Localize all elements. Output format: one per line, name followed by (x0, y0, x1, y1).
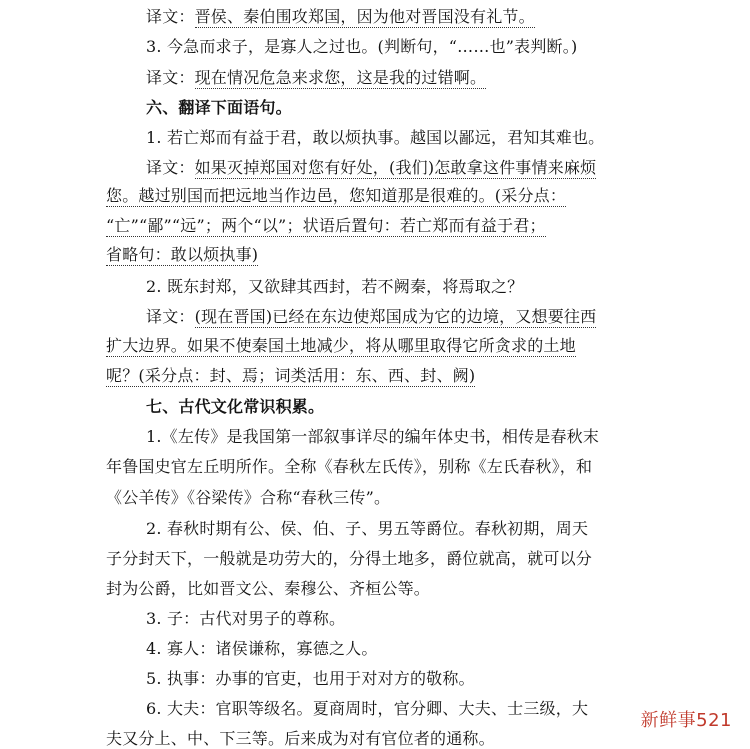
text-line: 年鲁国史官左丘明所作。全称《春秋左氏传》，别称《左氏春秋》，和 (106, 457, 593, 476)
text-line: 封为公爵，比如晋文公、秦穆公、齐桓公等。 (106, 579, 431, 598)
text-line: 1. 若亡郑而有益于君，敢以烦执事。越国以鄙远，君知其难也。 (146, 128, 605, 147)
translation-line: 译文：晋侯、秦伯围攻郑国，因为他对晋国没有礼节。 (146, 7, 535, 26)
text-line: 《公羊传》《谷梁传》合称“春秋三传”。 (106, 488, 391, 507)
text-line: 4. 寡人：诸侯谦称，寡德之人。 (146, 639, 378, 658)
translation-line: 译文：现在情况危急来求您，这是我的过错啊。 (146, 68, 487, 87)
text-line: 5. 执事：办事的官吏，也用于对对方的敬称。 (146, 669, 475, 688)
text-line: 您。越过别国而把远地当作边邑，您知道那是很难的。(采分点： (106, 186, 567, 205)
text-line: 呢？(采分点：封、焉；词类活用：东、西、封、阙) (106, 366, 476, 385)
section-heading: 七、古代文化常识积累。 (146, 397, 325, 416)
text-line: 1.《左传》是我国第一部叙事详尽的编年体史书，相传是春秋末 (146, 427, 600, 446)
translation-line: 译文：如果灭掉郑国对您有好处，(我们)怎敢拿这件事情来麻烦 (146, 158, 597, 177)
watermark: 新鲜事521 (637, 704, 736, 734)
section-heading: 六、翻译下面语句。 (146, 98, 292, 117)
text-line: 2. 春秋时期有公、侯、伯、子、男五等爵位。春秋初期，周天 (146, 519, 589, 538)
text-line: 扩大边界。如果不使秦国土地减少，将从哪里取得它所贪求的土地 (106, 336, 576, 355)
text-line: 省略句：敢以烦执事) (106, 245, 259, 264)
text-line: 3. 今急而求子，是寡人之过也。(判断句，“……也”表判断。) (146, 37, 578, 56)
text-line: 子分封天下，一般就是功劳大的，分得土地多，爵位就高，就可以分 (106, 549, 593, 568)
translation-line: 译文：(现在晋国)已经在东边使郑国成为它的边境，又想要往西 (146, 307, 597, 326)
text-line: 2. 既东封郑，又欲肆其西封，若不阙秦，将焉取之？ (146, 277, 524, 296)
text-line: “亡”“鄙”“远”；两个“以”；状语后置句：若亡郑而有益于君； (106, 216, 546, 235)
text-line: 6. 大夫：官职等级名。夏商周时，官分卿、大夫、士三级，大 (146, 699, 589, 718)
text-line: 3. 子：古代对男子的尊称。 (146, 609, 346, 628)
text-line: 夫又分上、中、下三等。后来成为对有官位者的通称。 (106, 729, 495, 748)
